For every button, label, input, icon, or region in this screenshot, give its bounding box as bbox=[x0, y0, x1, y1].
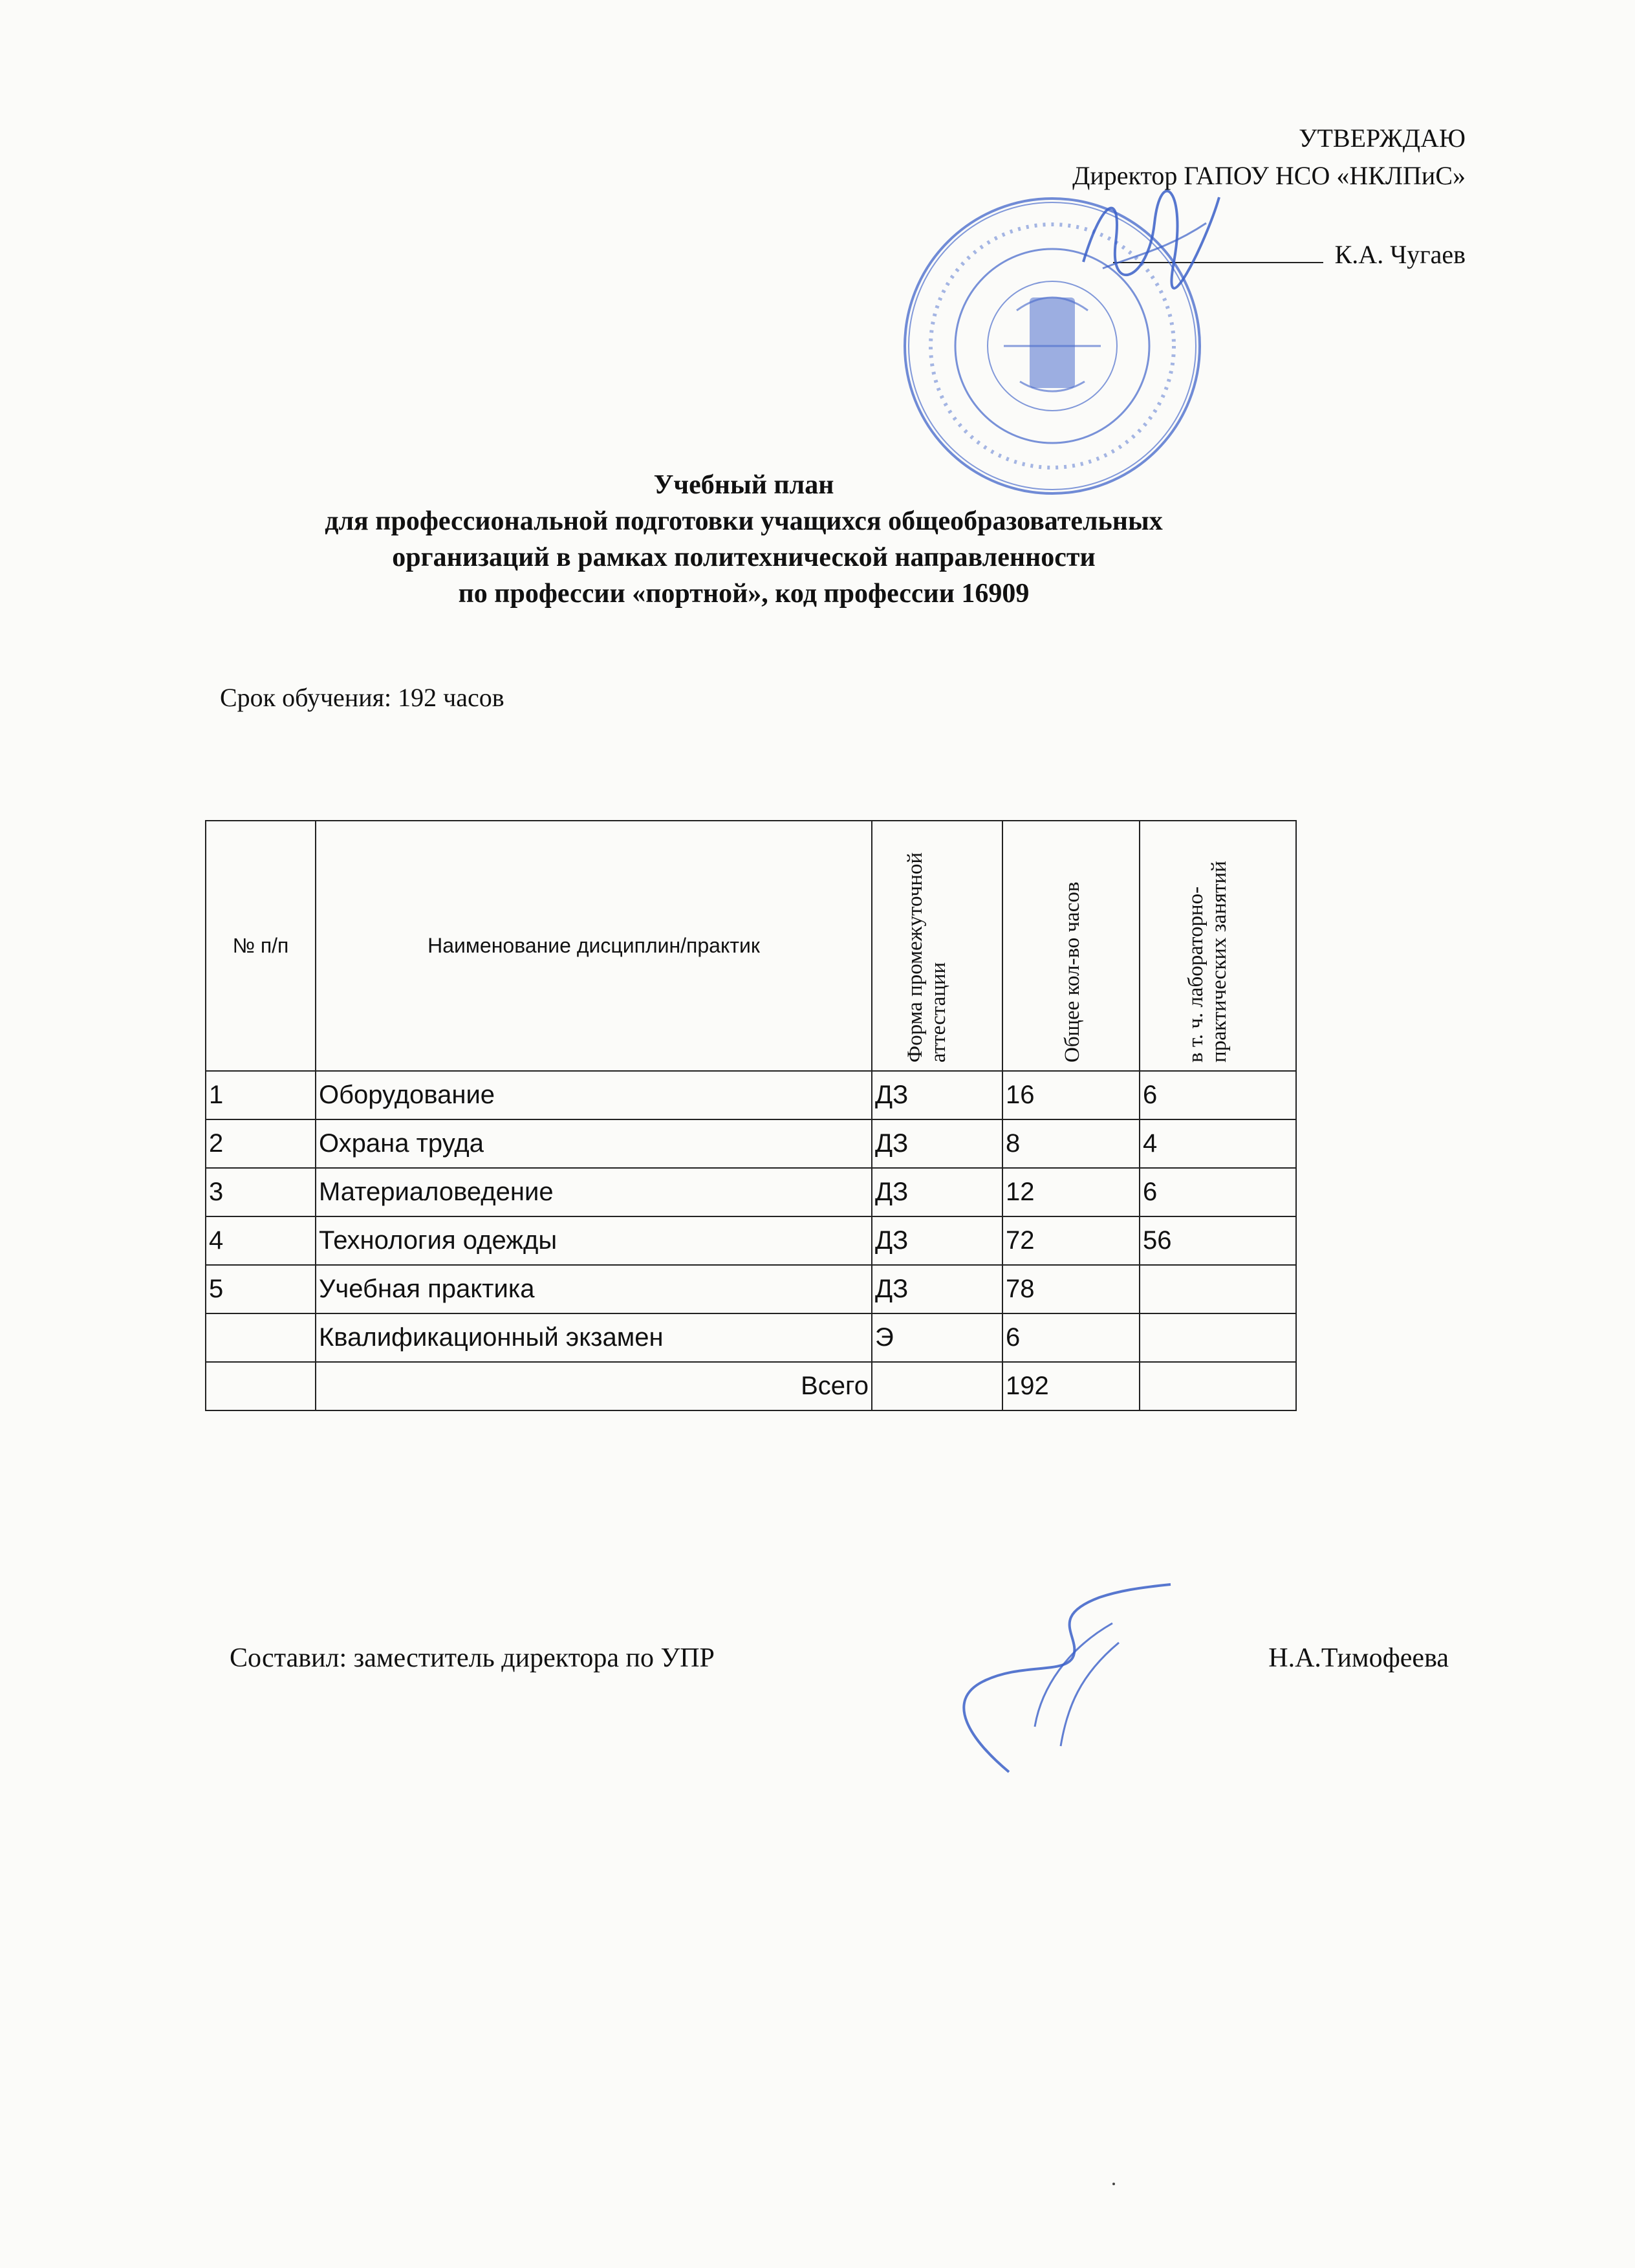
title-line-1: Учебный план bbox=[653, 470, 834, 500]
composer-signature bbox=[905, 1578, 1177, 1785]
table-row bbox=[206, 1265, 1296, 1313]
table-row bbox=[206, 1071, 1296, 1119]
cell-lab: 6 bbox=[1140, 1168, 1296, 1216]
table-row bbox=[206, 1119, 1296, 1168]
cell-name: Материаловедение bbox=[316, 1168, 872, 1216]
cell-form: ДЗ bbox=[872, 1265, 1002, 1313]
composer-role: Составил: заместитель директора по УПР bbox=[230, 1643, 715, 1673]
cell-form: ДЗ bbox=[872, 1071, 1002, 1119]
title-line-3: организаций в рамках политехнической направленности bbox=[392, 543, 1096, 572]
cell-total: 78 bbox=[1002, 1265, 1140, 1313]
header-lab bbox=[1140, 821, 1296, 1071]
cell-form: ДЗ bbox=[872, 1119, 1002, 1168]
cell-num: 4 bbox=[206, 1216, 316, 1265]
cell-num bbox=[206, 1313, 316, 1362]
header-num: № п/п bbox=[206, 821, 316, 1071]
cell-num: 2 bbox=[206, 1119, 316, 1168]
cell-lab: 6 bbox=[1140, 1071, 1296, 1119]
cell-num: 1 bbox=[206, 1071, 316, 1119]
cell-lab: 4 bbox=[1140, 1119, 1296, 1168]
cell-total: 72 bbox=[1002, 1216, 1140, 1265]
curriculum-table bbox=[205, 820, 1297, 1411]
composer-line bbox=[230, 1643, 1449, 1674]
header-total bbox=[1002, 821, 1140, 1071]
training-duration: Срок обучения: 192 часов bbox=[220, 683, 504, 712]
approval-position: Директор ГАПОУ НСО «НКЛПиС» bbox=[1072, 161, 1466, 190]
cell-form: Э bbox=[872, 1313, 1002, 1362]
cell-form: ДЗ bbox=[872, 1216, 1002, 1265]
document-title bbox=[194, 467, 1294, 612]
director-signature bbox=[1077, 184, 1226, 294]
cell-lab bbox=[1140, 1362, 1296, 1410]
header-lab-text: в т. ч. лабораторно-практических занятий bbox=[1184, 861, 1231, 1063]
header-form bbox=[872, 821, 1002, 1071]
cell-name: Технология одежды bbox=[316, 1216, 872, 1265]
cell-name: Квалификационный экзамен bbox=[316, 1313, 872, 1362]
scan-speck bbox=[1112, 2183, 1115, 2185]
cell-lab: 56 bbox=[1140, 1216, 1296, 1265]
cell-lab bbox=[1140, 1313, 1296, 1362]
table-header-row bbox=[206, 821, 1296, 1071]
cell-total: 12 bbox=[1002, 1168, 1140, 1216]
table-row bbox=[206, 1216, 1296, 1265]
total-value: 192 bbox=[1002, 1362, 1140, 1410]
title-line-4: по профессии «портной», код профессии 16909 bbox=[458, 579, 1030, 609]
composer-name: Н.А.Тимофеева bbox=[1268, 1643, 1449, 1673]
total-label: Всего bbox=[316, 1362, 872, 1410]
cell-form: ДЗ bbox=[872, 1168, 1002, 1216]
table-row bbox=[206, 1313, 1296, 1362]
cell-total: 8 bbox=[1002, 1119, 1140, 1168]
approval-heading: УТВЕРЖДАЮ bbox=[1299, 124, 1466, 153]
cell-name: Охрана труда bbox=[316, 1119, 872, 1168]
cell-name: Оборудование bbox=[316, 1071, 872, 1119]
cell-num: 3 bbox=[206, 1168, 316, 1216]
cell-num bbox=[206, 1362, 316, 1410]
cell-total: 16 bbox=[1002, 1071, 1140, 1119]
cell-form bbox=[872, 1362, 1002, 1410]
cell-total: 6 bbox=[1002, 1313, 1140, 1362]
header-total-text: Общее кол-во часов bbox=[1061, 881, 1084, 1063]
table-total-row bbox=[206, 1362, 1296, 1410]
cell-name: Учебная практика bbox=[316, 1265, 872, 1313]
header-name: Наименование дисциплин/практик bbox=[316, 821, 872, 1071]
header-form-text: Форма промежуточной аттестации bbox=[904, 852, 950, 1063]
table-row bbox=[206, 1168, 1296, 1216]
title-line-2: для профессиональной подготовки учащихся общеобразовательных bbox=[325, 506, 1163, 536]
approval-name: К.А. Чугаев bbox=[1334, 240, 1466, 269]
cell-lab bbox=[1140, 1265, 1296, 1313]
cell-num: 5 bbox=[206, 1265, 316, 1313]
